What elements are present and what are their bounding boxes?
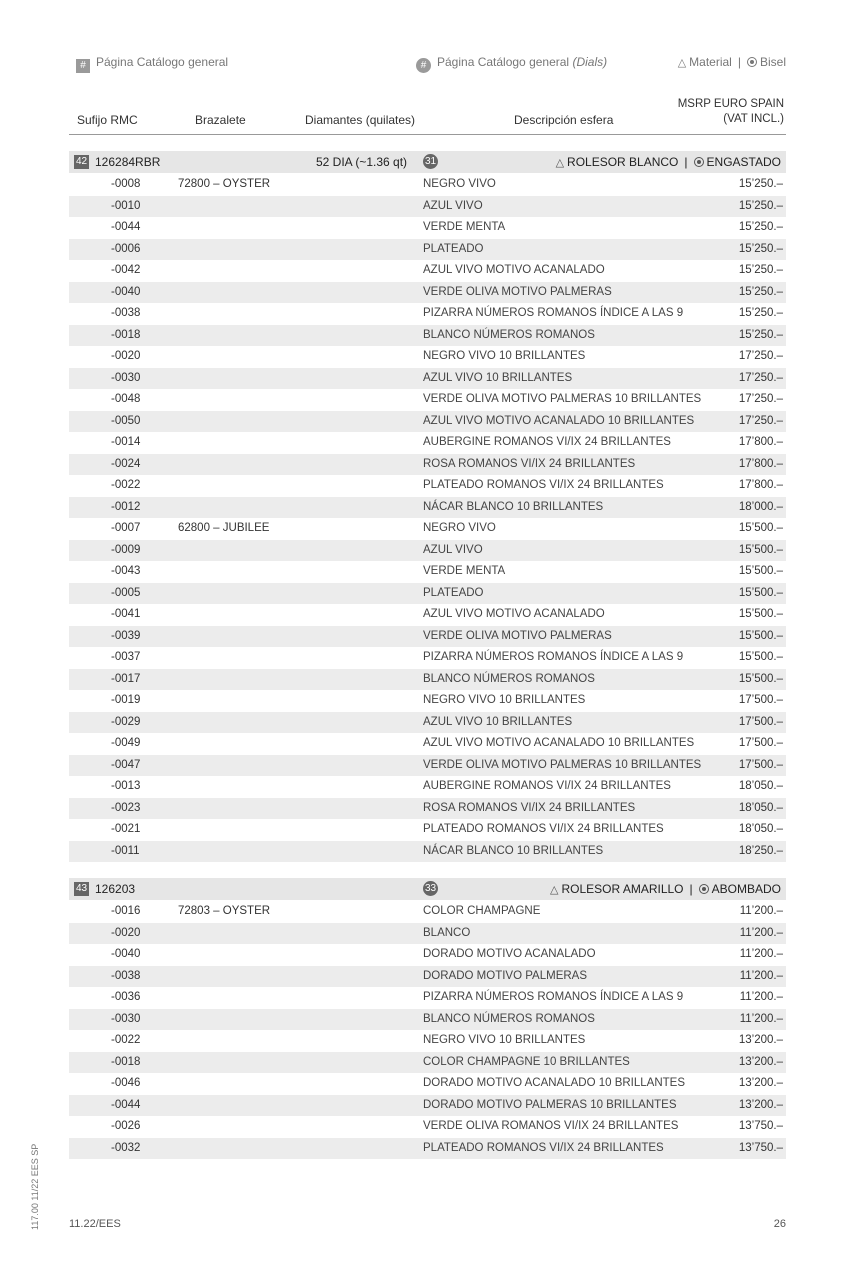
table-row (69, 923, 786, 945)
table-row (69, 325, 786, 347)
col-brazalete-header: Brazalete (195, 113, 246, 127)
descripcion-cell: BLANCO NÚMEROS ROMANOS (423, 328, 595, 341)
sufijo-cell: -0020 (111, 350, 141, 362)
bisel-label: Bisel (759, 55, 786, 69)
descripcion-cell: NEGRO VIVO (423, 178, 496, 190)
price-cell: 15’500.– (738, 672, 783, 685)
top-legend-bar (76, 55, 786, 73)
descripcion-cell: DORADO MOTIVO ACANALADO 10 BRILLANTES (423, 1077, 686, 1089)
price-cell: 18’000.– (738, 500, 783, 513)
price-cell: 15’250.– (738, 178, 783, 190)
price-cell: 13’200.– (738, 1077, 783, 1089)
sufijo-cell: -0021 (111, 823, 141, 835)
table-row (69, 497, 786, 519)
table-row (69, 540, 786, 562)
sufijo-cell: -0039 (111, 629, 141, 642)
msrp-line2: (VAT INCL.) (723, 113, 784, 125)
sufijo-cell: -0022 (111, 479, 141, 491)
descripcion-cell: AZUL VIVO MOTIVO ACANALADO 10 BRILLANTES (423, 414, 695, 427)
sufijo-cell: -0007 (111, 522, 141, 534)
section-number-badge: 42 (75, 156, 88, 167)
descripcion-cell: BLANCO NÚMEROS ROMANOS (423, 672, 595, 685)
descripcion-cell: BLANCO NÚMEROS ROMANOS (423, 1012, 595, 1025)
sufijo-cell: -0044 (111, 221, 141, 233)
model-reference: 126284RBR (95, 155, 161, 169)
descripcion-cell: VERDE OLIVA MOTIVO PALMERAS 10 BRILLANTES (423, 758, 702, 771)
price-cell: 11’200.– (739, 926, 783, 939)
sufijo-cell: -0026 (111, 1120, 141, 1132)
descripcion-cell: AUBERGINE ROMANOS VI/IX 24 BRILLANTES (423, 436, 671, 448)
table-row (69, 1052, 786, 1074)
table-row (69, 819, 786, 841)
sufijo-cell: -0048 (111, 393, 141, 405)
price-cell: 15’500.– (738, 543, 783, 556)
price-cell: 15’500.– (738, 608, 783, 620)
brazalete-cell: 72803 – OYSTER (178, 905, 271, 917)
sufijo-cell: -0017 (111, 672, 141, 685)
table-row (69, 303, 786, 325)
col-sufijo-header: Sufijo RMC (77, 113, 138, 127)
price-cell: 13’200.– (738, 1055, 783, 1068)
bezel-circle-icon (699, 884, 709, 894)
price-cell: 17’250.– (738, 371, 783, 384)
sufijo-cell: -0018 (111, 328, 141, 341)
descripcion-cell: NÁCAR BLANCO 10 BRILLANTES (423, 844, 604, 857)
descripcion-cell: AZUL VIVO 10 BRILLANTES (423, 371, 573, 384)
sufijo-cell: -0044 (111, 1098, 141, 1111)
table-row (69, 798, 786, 820)
sufijo-cell: -0047 (111, 758, 141, 771)
descripcion-cell: VERDE MENTA (423, 565, 506, 577)
table-row (69, 776, 786, 798)
sufijo-cell: -0037 (111, 651, 141, 663)
table-row (69, 733, 786, 755)
descripcion-cell: PLATEADO ROMANOS VI/IX 24 BRILLANTES (423, 1141, 664, 1154)
material-bezel-info (556, 155, 781, 169)
section-header (69, 151, 786, 174)
descripcion-cell: AZUL VIVO MOTIVO ACANALADO 10 BRILLANTES (423, 737, 695, 749)
sufijo-cell: -0023 (111, 801, 141, 814)
table-row (69, 669, 786, 691)
descripcion-cell: NEGRO VIVO 10 BRILLANTES (423, 694, 586, 706)
dial-page-badge: 33 (424, 883, 437, 894)
sufijo-cell: -0009 (111, 543, 141, 556)
price-cell: 18’050.– (738, 780, 783, 792)
model-reference: 126203 (95, 882, 136, 896)
model-section-126284RBR (69, 151, 786, 862)
table-row (69, 174, 786, 196)
descripcion-cell: NEGRO VIVO (423, 522, 496, 534)
bezel-circle-icon (747, 57, 757, 67)
descripcion-cell: ROSA ROMANOS VI/IX 24 BRILLANTES (423, 457, 636, 470)
price-cell: 17’500.– (738, 694, 783, 706)
price-cell: 15’500.– (738, 586, 783, 599)
price-cell: 17’800.– (738, 457, 783, 470)
material-triangle-icon: △ (550, 884, 559, 896)
table-row (69, 626, 786, 648)
table-row (69, 239, 786, 261)
sufijo-cell: -0011 (111, 844, 140, 857)
table-row (69, 411, 786, 433)
sufijo-cell: -0019 (111, 694, 141, 706)
descripcion-cell: DORADO MOTIVO ACANALADO (423, 948, 596, 960)
price-cell: 11’200.– (739, 948, 783, 960)
table-column-headers (69, 96, 786, 135)
msrp-line1: MSRP EURO SPAIN (677, 98, 784, 110)
sufijo-cell: -0030 (111, 371, 141, 384)
legend-separator: | (737, 55, 741, 69)
side-document-code: 117.00 11/22 EES SP (30, 1143, 40, 1230)
catalog-page-legend (76, 55, 228, 73)
sufijo-cell: -0020 (111, 926, 141, 939)
sufijo-cell: -0018 (111, 1055, 141, 1068)
sufijo-cell: -0024 (111, 457, 141, 470)
col-msrp-header (678, 97, 784, 127)
sufijo-cell: -0006 (111, 242, 141, 255)
price-cell: 17’500.– (738, 715, 783, 728)
sufijo-cell: -0046 (111, 1077, 141, 1089)
sufijo-cell: -0008 (111, 178, 141, 190)
table-row (69, 647, 786, 669)
bezel-value: ENGASTADO (706, 155, 781, 169)
dials-page-circle-icon: # (416, 58, 431, 73)
price-cell: 11’200.– (739, 991, 783, 1003)
col-descripcion-header: Descripción esfera (514, 113, 614, 127)
material-label: Material (689, 55, 732, 69)
table-row (69, 755, 786, 777)
descripcion-cell: PIZARRA NÚMEROS ROMANOS ÍNDICE A LAS 9 (423, 307, 684, 319)
descripcion-cell: PIZARRA NÚMEROS ROMANOS ÍNDICE A LAS 9 (423, 651, 684, 663)
table-row (69, 901, 786, 923)
sufijo-cell: -0038 (111, 307, 141, 319)
dials-page-legend (416, 55, 607, 73)
sufijo-cell: -0041 (111, 608, 141, 620)
price-cell: 11’200.– (739, 1012, 783, 1025)
catalog-page-square-icon: # (76, 59, 90, 73)
price-cell: 15’500.– (738, 651, 783, 663)
table-row (69, 389, 786, 411)
sufijo-cell: -0005 (111, 586, 141, 599)
catalog-page-label: Página Catálogo general (96, 55, 229, 69)
footer-page-number: 26 (773, 1218, 786, 1230)
table-row (69, 454, 786, 476)
table-row (69, 475, 786, 497)
table-row (69, 346, 786, 368)
descripcion-cell: VERDE MENTA (423, 221, 506, 233)
descripcion-cell: VERDE OLIVA ROMANOS VI/IX 24 BRILLANTES (423, 1120, 679, 1132)
table-row (69, 966, 786, 988)
brazalete-cell: 72800 – OYSTER (178, 178, 271, 190)
price-cell: 18’050.– (738, 801, 783, 814)
table-row (69, 1030, 786, 1052)
material-bezel-info (550, 882, 781, 896)
info-separator: | (689, 882, 693, 896)
table-row (69, 1095, 786, 1117)
sufijo-cell: -0038 (111, 969, 141, 982)
descripcion-cell: NEGRO VIVO 10 BRILLANTES (423, 1034, 586, 1046)
material-triangle-icon: △ (555, 157, 565, 169)
price-cell: 15’250.– (738, 199, 783, 212)
price-cell: 11’200.– (739, 969, 783, 982)
sufijo-cell: -0016 (111, 905, 141, 917)
table-row (69, 561, 786, 583)
sufijo-cell: -0014 (111, 436, 141, 448)
descripcion-cell: AZUL VIVO (423, 543, 483, 556)
table-row (69, 583, 786, 605)
table-row (69, 1116, 786, 1138)
descripcion-cell: NÁCAR BLANCO 10 BRILLANTES (423, 500, 604, 513)
descripcion-cell: DORADO MOTIVO PALMERAS (423, 969, 588, 982)
price-cell: 17’800.– (738, 479, 783, 491)
sufijo-cell: -0029 (111, 715, 141, 728)
sufijo-cell: -0022 (111, 1034, 141, 1046)
descripcion-cell: AUBERGINE ROMANOS VI/IX 24 BRILLANTES (423, 780, 671, 792)
table-row (69, 1009, 786, 1031)
sufijo-cell: -0043 (111, 565, 141, 577)
material-triangle-icon: △ (677, 57, 687, 69)
descripcion-cell: VERDE OLIVA MOTIVO PALMERAS 10 BRILLANTES (423, 393, 702, 405)
brazalete-cell: 62800 – JUBILEE (178, 522, 270, 534)
descripcion-cell: COLOR CHAMPAGNE 10 BRILLANTES (423, 1055, 630, 1068)
dials-page-label-italic: (Dials) (572, 55, 608, 69)
price-cell: 15’250.– (738, 328, 783, 341)
price-cell: 17’250.– (738, 393, 783, 405)
price-cell: 13’200.– (738, 1098, 783, 1111)
table-row (69, 944, 786, 966)
table-row (69, 196, 786, 218)
sufijo-cell: -0050 (111, 414, 141, 427)
table-row (69, 282, 786, 304)
sufijo-cell: -0036 (111, 991, 141, 1003)
table-row (69, 432, 786, 454)
section-header (69, 878, 786, 901)
material-value: ROLESOR AMARILLO (561, 882, 684, 896)
footer-edition: 11.22/EES (69, 1218, 121, 1230)
price-cell: 15’500.– (738, 565, 783, 577)
descripcion-cell: AZUL VIVO MOTIVO ACANALADO (423, 608, 605, 620)
descripcion-cell: DORADO MOTIVO PALMERAS 10 BRILLANTES (423, 1098, 677, 1111)
price-cell: 15’250.– (738, 221, 783, 233)
price-cell: 15’250.– (738, 242, 783, 255)
descripcion-cell: PLATEADO (423, 242, 484, 255)
price-cell: 11’200.– (739, 905, 783, 917)
sufijo-cell: -0030 (111, 1012, 141, 1025)
price-cell: 17’500.– (738, 758, 783, 771)
bezel-circle-icon (694, 157, 704, 167)
price-cell: 15’250.– (738, 285, 783, 298)
price-cell: 15’500.– (738, 629, 783, 642)
price-cell: 15’250.– (738, 264, 783, 276)
diamond-carats: 52 DIA (~1.36 qt) (316, 155, 408, 169)
descripcion-cell: PIZARRA NÚMEROS ROMANOS ÍNDICE A LAS 9 (423, 991, 684, 1003)
sufijo-cell: -0049 (111, 737, 141, 749)
section-number-badge: 43 (75, 883, 88, 894)
table-row (69, 368, 786, 390)
material-bezel-legend (678, 55, 786, 69)
sufijo-cell: -0042 (111, 264, 141, 276)
sufijo-cell: -0012 (111, 500, 141, 513)
bezel-value: ABOMBADO (711, 882, 781, 896)
dials-page-label: Página Catálogo general (437, 55, 570, 69)
descripcion-cell: AZUL VIVO (423, 199, 483, 212)
price-cell: 15’500.– (738, 522, 783, 534)
material-value: ROLESOR BLANCO (567, 155, 679, 169)
descripcion-cell: NEGRO VIVO 10 BRILLANTES (423, 350, 586, 362)
descripcion-cell: PLATEADO (423, 586, 484, 599)
descripcion-cell: VERDE OLIVA MOTIVO PALMERAS (423, 629, 612, 642)
price-cell: 13’200.– (738, 1034, 783, 1046)
price-cell: 17’500.– (738, 737, 783, 749)
table-row (69, 841, 786, 863)
table-row (69, 217, 786, 239)
sufijo-cell: -0032 (111, 1141, 141, 1154)
section-rows (69, 901, 786, 1159)
col-diamantes-header: Diamantes (quilates) (305, 113, 416, 127)
table-row (69, 987, 786, 1009)
price-cell: 17’800.– (738, 436, 783, 448)
table-row (69, 1073, 786, 1095)
dial-page-badge: 31 (424, 156, 437, 167)
table-row (69, 604, 786, 626)
descripcion-cell: AZUL VIVO 10 BRILLANTES (423, 715, 573, 728)
price-cell: 13’750.– (738, 1120, 783, 1132)
sufijo-cell: -0010 (111, 199, 141, 212)
descripcion-cell: PLATEADO ROMANOS VI/IX 24 BRILLANTES (423, 479, 664, 491)
price-cell: 17’250.– (738, 414, 783, 427)
info-separator: | (684, 155, 688, 169)
descripcion-cell: VERDE OLIVA MOTIVO PALMERAS (423, 285, 612, 298)
price-cell: 13’750.– (738, 1141, 783, 1154)
price-cell: 17’250.– (738, 350, 783, 362)
price-cell: 18’250.– (738, 844, 783, 857)
sufijo-cell: -0040 (111, 948, 141, 960)
descripcion-cell: ROSA ROMANOS VI/IX 24 BRILLANTES (423, 801, 636, 814)
descripcion-cell: AZUL VIVO MOTIVO ACANALADO (423, 264, 605, 276)
sufijo-cell: -0040 (111, 285, 141, 298)
table-row (69, 690, 786, 712)
descripcion-cell: COLOR CHAMPAGNE (423, 905, 541, 917)
table-row (69, 260, 786, 282)
descripcion-cell: PLATEADO ROMANOS VI/IX 24 BRILLANTES (423, 823, 664, 835)
price-cell: 18’050.– (738, 823, 783, 835)
price-cell: 15’250.– (738, 307, 783, 319)
sufijo-cell: -0013 (111, 780, 141, 792)
model-section-126203 (69, 878, 786, 1159)
table-row (69, 712, 786, 734)
descripcion-cell: BLANCO (423, 926, 471, 939)
table-row (69, 518, 786, 540)
table-row (69, 1138, 786, 1160)
section-rows (69, 174, 786, 862)
